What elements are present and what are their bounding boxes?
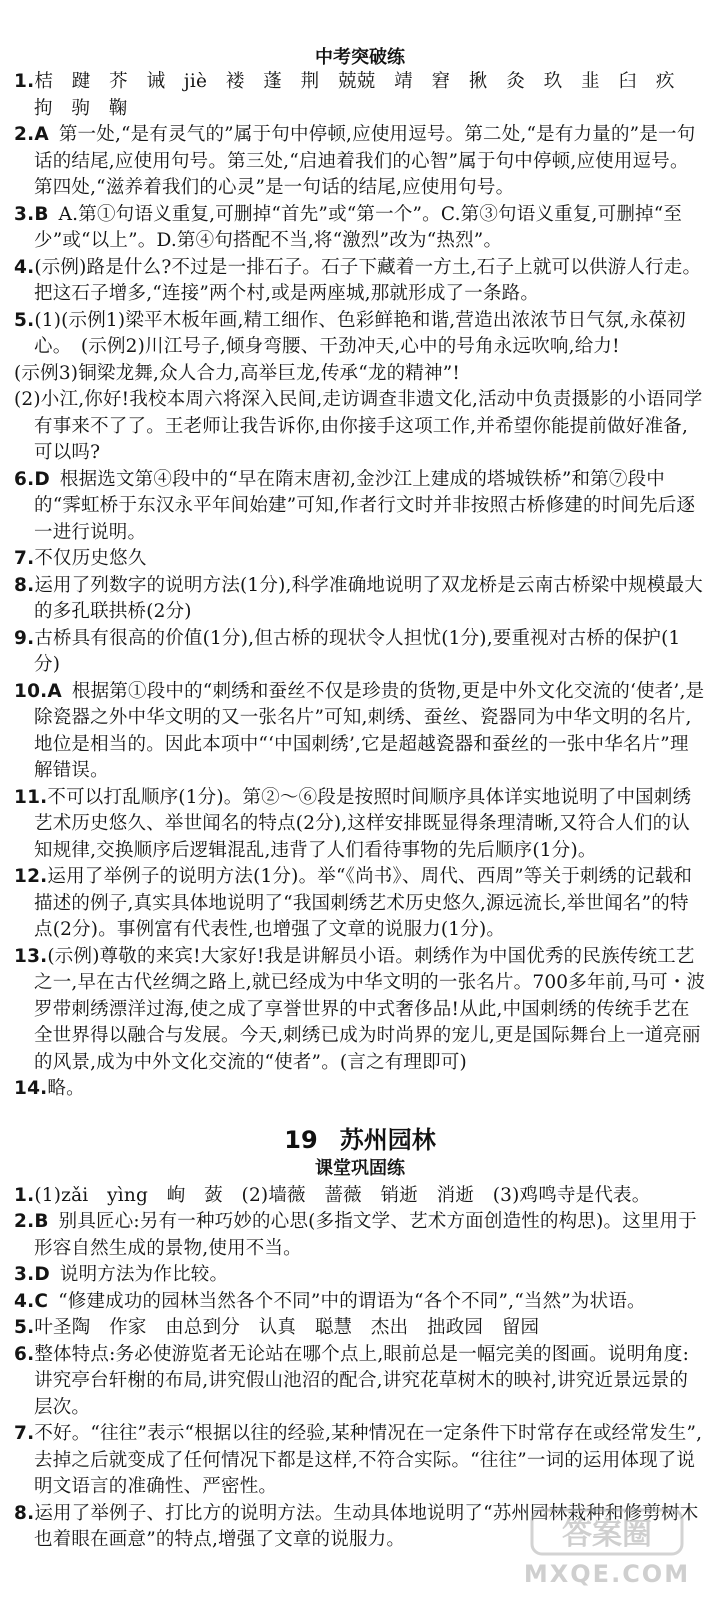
item-text: (示例)路是什么?不过是一排石子。石子下藏着一方土,石子上就可以供游人行走。把这石子增多,“连接”两个村,或是两座城,那就形成了一条路。 [34, 256, 702, 304]
item-subpart: (示例3)铜梁龙舞,众人合力,高举巨龙,传承“龙的精神”! [14, 362, 460, 384]
choice-answer: D [34, 1264, 50, 1285]
answer-item [14, 1183, 706, 1210]
answer-item [14, 864, 706, 944]
item-text: (示例)尊敬的来宾!大家好!我是讲解员小语。刺绣作为中国优秀的民族传统工艺之一,早在古代丝绸之路上,就已经成为中华文明的一张名片。700多年前,马可・波罗带刺绣漂洋过海,使之成了享誉世界的中式奢侈品!从此,中国刺绣的传统手艺在全世界得以融合与发展。今天,刺绣已成为时尚界的宠儿,更是国际舞台上一道亮丽的风景,成为中外文化交流的“使者”。(言之有理即可) [34, 945, 706, 1073]
answer-item [14, 679, 706, 785]
item-text: 根据第①段中的“刺绣和蚕丝不仅是珍贵的货物,更是中外文化交流的‘使者’,是除瓷器之外中华文明的又一张名片”可知,刺绣、蚕丝、瓷器同为中华文明的名片,地位是相当的。因此本项中“‘中国刺绣’,它是超越瓷器和蚕丝的一张中华名片”理解错误。 [34, 680, 705, 781]
item-text: “修建成功的园林当然各个不同”中的谓语为“各个不同”,“当然”为状语。 [58, 1290, 646, 1312]
item-text: 根据选文第④段中的“早在隋末唐初,金沙江上建成的塔城铁桥”和第⑦段中的“霁虹桥于东汉永平年间始建”可知,作者行文时并非按照古桥修建的时间先后逐一进行说明。 [34, 468, 696, 543]
item-number: 8. [14, 1502, 35, 1524]
item-number: 4. [14, 256, 35, 278]
answer-item [14, 1342, 706, 1422]
chapter-number: 19 [284, 1125, 318, 1154]
item-number: 14. [14, 1078, 48, 1099]
item-number: 11. [14, 786, 48, 808]
item-text: 不好。“往往”表示“根据以往的经验,某种情况在一定条件下时常存在或经常发生”,去掉之后就变成了任何情况下都是这样,不符合实际。“往往”一词的运用体现了说明文语言的准确性、严密性。 [34, 1423, 703, 1497]
item-number: 10. [14, 680, 48, 702]
choice-answer: A [34, 124, 49, 145]
item-text: 古桥具有很高的价值(1分),但古桥的现状令人担忧(1分),要重视对古桥的保护(1分) [34, 627, 681, 675]
item-number: 3. [14, 1264, 35, 1285]
item-number: 7. [14, 548, 35, 569]
item-number: 4. [14, 1290, 35, 1312]
item-text: 整体特点:务必使游览者无论站在哪个点上,眼前总是一幅完美的图画。说明角度:讲究亭台轩榭的布局,讲究假山池沼的配合,讲究花草树木的映衬,讲究近景远景的层次。 [34, 1343, 690, 1418]
answer-item [14, 626, 706, 679]
item-number: 1. [14, 71, 35, 92]
choice-answer: D [34, 468, 50, 490]
item-text: 叶圣陶 作家 由总到分 认真 聪慧 杰出 拙政园 留园 [34, 1317, 540, 1338]
item-text: A.第①句语义重复,可删掉“首先”或“第一个”。C.第③句语义重复,可删掉“至少”或“以上”。D.第④句搭配不当,将“激烈”改为“热烈”。 [34, 203, 683, 251]
item-text: (1)(示例1)梁平木板年画,精工细作、色彩鲜艳和谐,营造出浓浓节日气氛,永葆初心。 (示例2)川江号子,倾身弯腰、干劲冲天,心中的号角永远吹响,给力! [34, 309, 686, 357]
answer-item [14, 1076, 706, 1103]
answer-item [14, 1501, 706, 1554]
answer-item [14, 1315, 706, 1342]
answer-item [14, 69, 706, 122]
item-text: 不可以打乱顺序(1分)。第②～⑥段是按照时间顺序具体详实地说明了中国刺绣艺术历史悠久、举世闻名的特点(2分),这样安排既显得条理清晰,又符合人们的认知规律,交换顺序后逻辑混乱,违背了人们看待事物的先后顺序(1分)。 [34, 786, 692, 861]
answer-item [14, 202, 706, 255]
section1-answers [0, 69, 720, 1103]
item-text: 第一处,“是有灵气的”属于句中停顿,应使用逗号。第二处,“是有力量的”是一句话的结尾,应使用句号。第三处,“启迪着我们的心智”属于句中停顿,应使用逗号。第四处,“滋养着我们的心灵”是一句话的结尾,应使用句号。 [34, 124, 696, 198]
item-number: 5. [14, 1317, 35, 1338]
item-text: 桔 踺 芥 诫 jiè 褛 蓬 荆 兢兢 靖 窘 揪 灸 玖 韭 臼 疚 拘 驹 鞠 [34, 71, 694, 119]
item-number: 8. [14, 574, 35, 596]
item-number: 1. [14, 1184, 35, 1206]
item-text: 说明方法为作比较。 [59, 1264, 229, 1285]
item-text: (1)zǎi yìng 峋 蔹 (2)墙薇 蔷薇 销逝 消逝 (3)鸡鸣寺是代表。 [34, 1184, 651, 1206]
item-number: 7. [14, 1423, 35, 1444]
item-text: 别具匠心:另有一种巧妙的心思(多指文学、艺术方面创造性的构思)。这里用于形容自然生成的景物,使用不当。 [34, 1211, 697, 1259]
answer-item [14, 1289, 706, 1316]
watermark-domain: MXQE.COM [523, 1560, 691, 1588]
item-number: 9. [14, 627, 35, 649]
answer-item [14, 467, 706, 547]
watermark-text: 答案圈 [562, 1517, 652, 1552]
answer-item [14, 122, 706, 202]
choice-answer: B [34, 1211, 49, 1232]
item-number: 12. [14, 866, 48, 887]
chapter-subtitle: 课堂巩固练 [315, 1157, 405, 1179]
answer-item [14, 573, 706, 626]
answer-item [14, 546, 706, 573]
section-title: 中考突破练 [315, 47, 405, 68]
answer-item [14, 1209, 706, 1262]
choice-answer: B [34, 203, 49, 225]
answer-item [14, 308, 706, 467]
answer-item [14, 1421, 706, 1501]
choice-answer: A [47, 680, 62, 702]
chapter-answers [0, 1183, 720, 1554]
answer-item [14, 255, 706, 308]
answer-item [14, 944, 706, 1077]
item-number: 2. [14, 1211, 35, 1232]
item-text: 运用了列数字的说明方法(1分),科学准确地说明了双龙桥是云南古桥梁中规模最大的多孔联拱桥(2分) [34, 574, 704, 622]
choice-answer: C [34, 1290, 49, 1312]
item-number: 6. [14, 1343, 35, 1365]
chapter-name: 苏州园林 [339, 1125, 436, 1154]
answer-item [14, 785, 706, 865]
item-text: 不仅历史悠久 [34, 548, 147, 569]
item-number: 13. [14, 945, 48, 967]
answer-item [14, 1262, 706, 1289]
item-text: 略。 [47, 1078, 85, 1099]
chapter-title [0, 1125, 720, 1155]
item-text: 运用了举例子、打比方的说明方法。生动具体地说明了“苏州园林栽种和修剪树木也着眼在画意”的特点,增强了文章的说服力。 [34, 1502, 699, 1550]
item-text: 运用了举例子的说明方法(1分)。举“《尚书》、周代、西周”等关于刺绣的记载和描述的例子,真实具体地说明了“我国刺绣艺术历史悠久,源远流长,举世闻名”的特点(2分)。事例富有代表性,也增强了文章的说服力(1分)。 [34, 866, 693, 940]
item-number: 6. [14, 468, 35, 490]
item-number: 2. [14, 124, 35, 145]
item-number: 5. [14, 309, 35, 331]
item-subpart: (2)小江,你好!我校本周六将深入民间,走访调查非遗文化,活动中负责摄影的小语同学有事来不了了。王老师让我告诉你,由你接手这项工作,并希望你能提前做好准备,可以吗? [14, 389, 703, 463]
item-number: 3. [14, 203, 35, 225]
